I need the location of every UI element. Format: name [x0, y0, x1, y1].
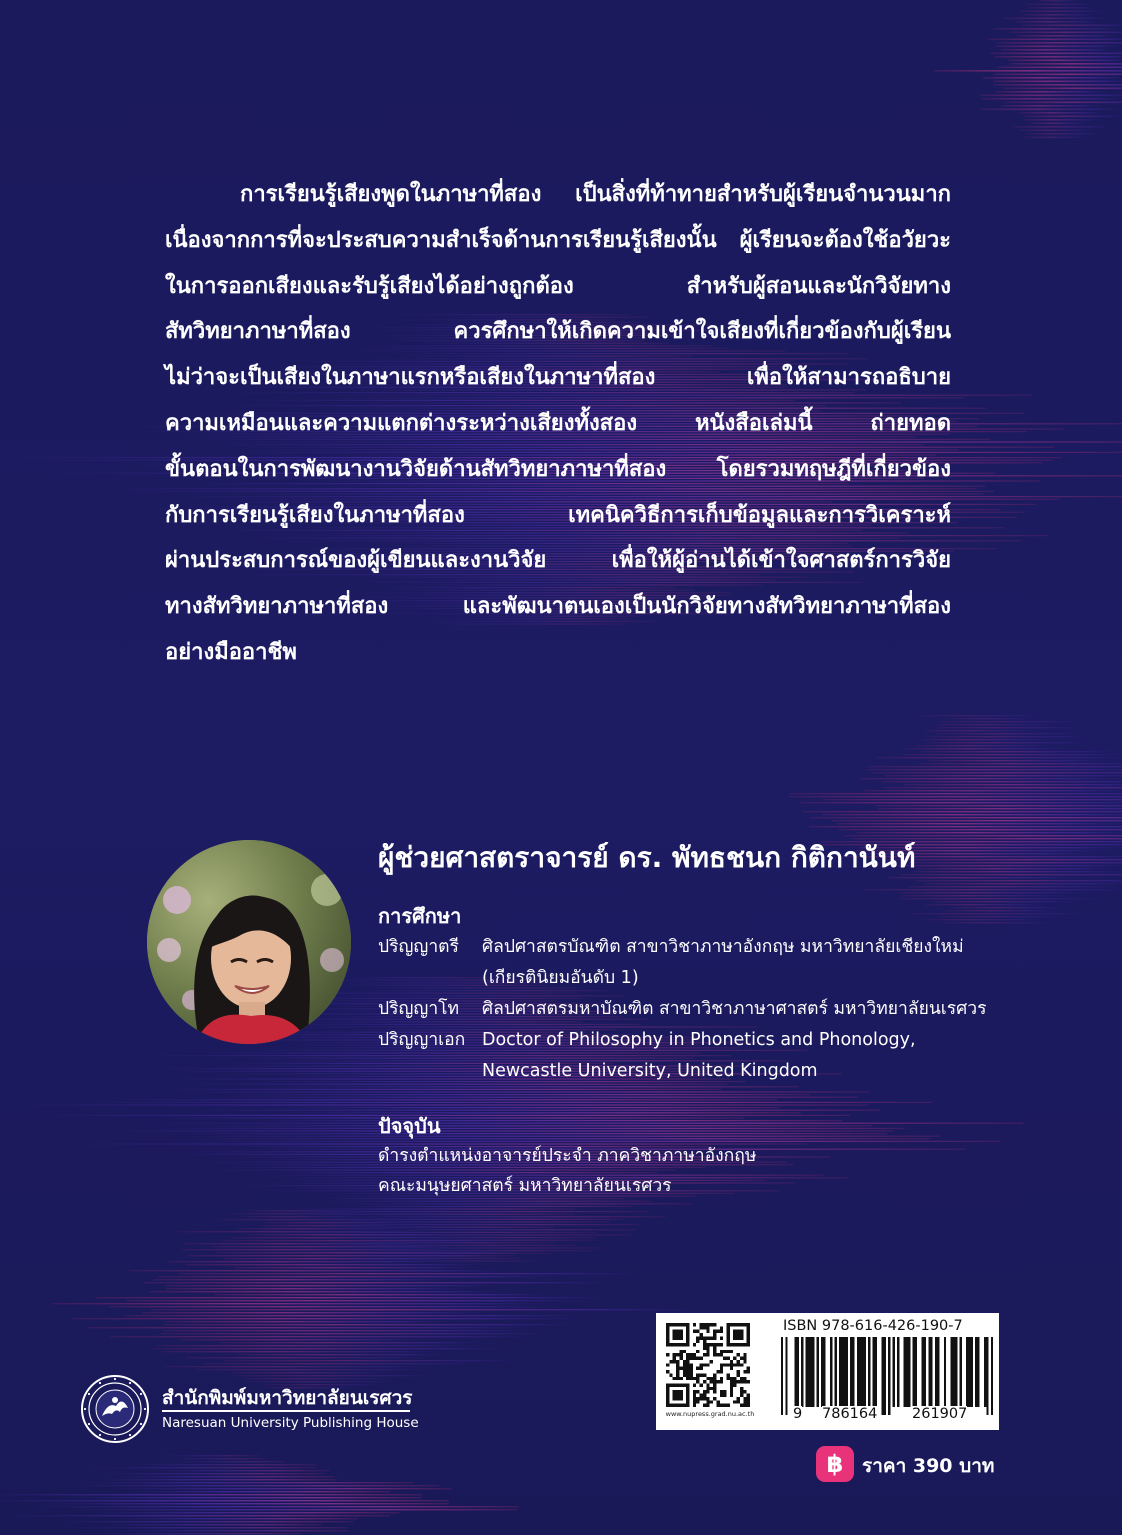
degree-detail-line: Doctor of Philosophy in Phonetics and Phonology,: [482, 1030, 916, 1050]
blurb-line: ขั้นตอนในการพัฒนางานวิจัยด้านสัทวิทยาภาษาที่สอง โดยรวมทฤษฎีที่เกี่ยวข้อง: [165, 456, 951, 482]
current-position-heading: ปัจจุบัน: [378, 1114, 441, 1138]
degree-detail-line: (เกียรตินิยมอันดับ 1): [482, 968, 639, 988]
degree-detail: [482, 1025, 1038, 1087]
degree-detail-line: ศิลปศาสตรบัณฑิต สาขาวิชาภาษาอังกฤษ มหาวิทยาลัยเชียงใหม่: [482, 937, 964, 957]
blurb-line: สัทวิทยาภาษาที่สอง ควรศึกษาให้เกิดความเข้าใจเสียงที่เกี่ยวข้องกับผู้เรียน: [165, 319, 951, 345]
qr-url: www.nupress.grad.nu.ac.th: [665, 1410, 755, 1418]
barcode-digits-left: 786164: [822, 1406, 878, 1422]
blurb-line: ทางสัทวิทยาภาษาที่สอง และพัฒนาตนเองเป็นนักวิจัยทางสัทวิทยาภาษาที่สอง: [165, 594, 951, 620]
degree-detail-line: ศิลปศาสตรมหาบัณฑิต สาขาวิชาภาษาศาสตร์ มหาวิทยาลัยนเรศวร: [482, 999, 987, 1019]
barcode-digit-lead: 9: [793, 1406, 803, 1422]
current-position-line: คณะมนุษยศาสตร์ มหาวิทยาลัยนเรศวร: [378, 1176, 672, 1196]
qr-code-icon[interactable]: [666, 1323, 750, 1407]
blurb-line: เนื่องจากการที่จะประสบความสำเร็จด้านการเรียนรู้เสียงนั้น ผู้เรียนจะต้องใช้อวัยวะ: [165, 227, 951, 253]
blurb-line: ความเหมือนและความแตกต่างระหว่างเสียงทั้งสอง หนังสือเล่มนี้ ถ่ายทอด: [165, 410, 951, 436]
blurb-line: กับการเรียนรู้เสียงในภาษาที่สอง เทคนิควิธีการเก็บข้อมูลและการวิเคราะห์: [165, 502, 951, 528]
university-seal-icon: [80, 1374, 150, 1444]
blurb-line: ผ่านประสบการณ์ของผู้เขียนและงานวิจัย เพื่อให้ผู้อ่านได้เข้าใจศาสตร์การวิจัย: [165, 548, 951, 574]
publisher-name-thai: สำนักพิมพ์มหาวิทยาลัยนเรศวร: [162, 1387, 413, 1409]
education-list: [378, 932, 1038, 1087]
author-name: ผู้ช่วยศาสตราจารย์ ดร. พัทธชนก กิติกานันท์: [378, 841, 916, 874]
blurb-line: ไม่ว่าจะเป็นเสียงในภาษาแรกหรือเสียงในภาษาที่สอง เพื่อให้สามารถอธิบาย: [165, 365, 951, 391]
education-row: [378, 1025, 1038, 1087]
degree-detail: [482, 994, 1038, 1025]
publisher-name-english: Naresuan University Publishing House: [162, 1415, 419, 1431]
barcode-panel: [656, 1313, 999, 1430]
degree-label: ปริญญาเอก: [378, 1030, 466, 1050]
isbn-barcode: [781, 1337, 993, 1415]
isbn-number: ISBN 978-616-426-190-7: [783, 1318, 963, 1334]
degree-detail: [482, 932, 1038, 994]
degree-label: ปริญญาโท: [378, 999, 460, 1019]
barcode-digits-right: 261907: [912, 1406, 968, 1422]
degree-detail-line: Newcastle University, United Kingdom: [482, 1061, 818, 1081]
education-row: [378, 932, 1038, 994]
current-position-line: ดำรงตำแหน่งอาจารย์ประจำ ภาควิชาภาษาอังกฤษ: [378, 1146, 757, 1166]
blurb-line: ในการออกเสียงและรับรู้เสียงได้อย่างถูกต้อง สำหรับผู้สอนและนักวิจัยทาง: [165, 273, 951, 299]
blurb-line: การเรียนรู้เสียงพูดในภาษาที่สอง เป็นสิ่งที่ท้าทายสำหรับผู้เรียนจำนวนมาก: [240, 182, 951, 207]
price-label: ราคา 390 บาท: [862, 1455, 995, 1477]
baht-icon: ฿: [816, 1446, 854, 1482]
current-position: [378, 1141, 756, 1201]
blurb-line: อย่างมืออาชีพ: [165, 639, 297, 665]
author-photo: [147, 840, 351, 1044]
degree-label: ปริญญาตรี: [378, 937, 459, 957]
education-heading: การศึกษา: [378, 904, 462, 928]
education-row: [378, 994, 1038, 1025]
publisher-divider: [162, 1410, 410, 1412]
book-blurb: [165, 172, 951, 676]
